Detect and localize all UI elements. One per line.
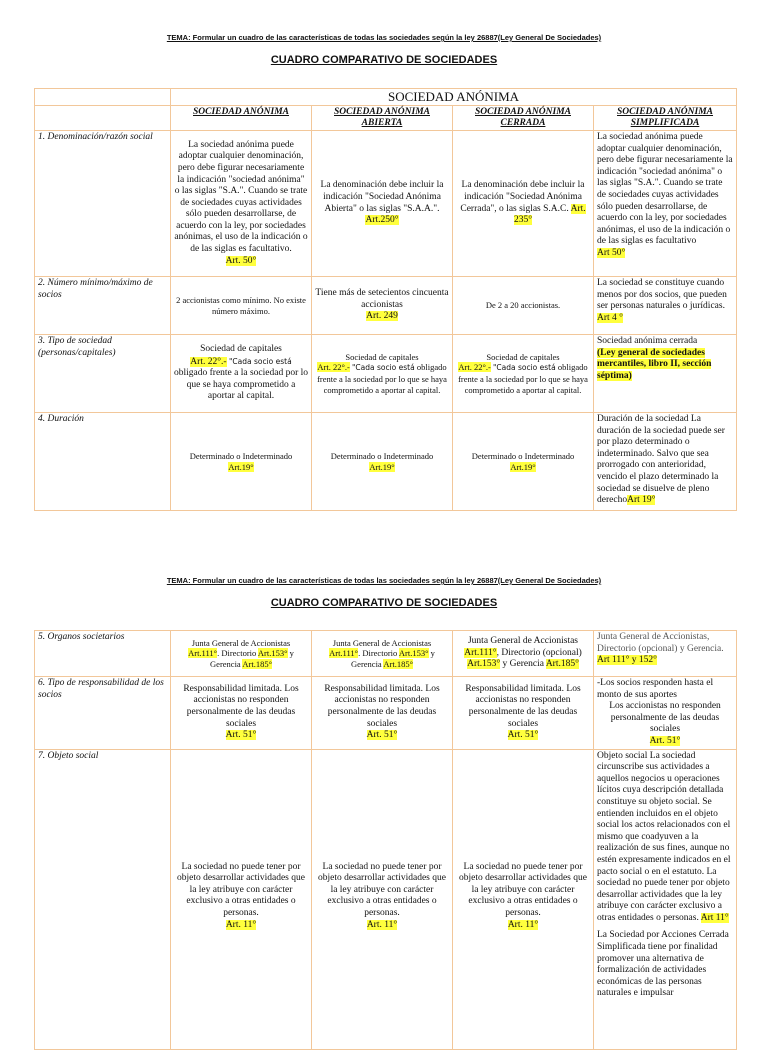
cell-text: Junta General de Accionistas <box>467 636 578 647</box>
cell-text: 2 accionistas como mínimo. No existe número máximo. <box>176 294 306 316</box>
column-header: SOCIEDAD ANÓNIMA <box>171 106 312 131</box>
document-title: CUADRO COMPARATIVO DE SOCIEDADES <box>270 54 498 66</box>
article-ref: Art. 50° <box>225 255 257 266</box>
table-cell <box>594 677 737 750</box>
cell-text: . Directorio <box>358 648 398 659</box>
cell-text: De 2 a 20 accionistas. <box>485 300 561 311</box>
cell-text: Los accionistas no responden personalmente de las deudas sociales <box>609 701 721 735</box>
table-cell <box>594 631 737 677</box>
cell-pre: Sociedad de capitales <box>345 351 419 362</box>
cell-text: Duración de la sociedad La duración de la sociedad puede ser por plazo determinado o indeterminado. Salvo que sea prorrogado con anterioridad, vencido el plazo determinado la sociedad se disuelve de pleno derecho <box>597 414 725 506</box>
article-ref: Art. 51° <box>366 730 398 741</box>
row-label: 7. Objeto social <box>35 749 171 1049</box>
cell-pre: Sociedad de capitales <box>200 344 282 355</box>
table-cell <box>171 335 312 413</box>
cell-text: La denominación debe incluir la indicación "Sociedad Anónima Cerrada", o las siglas S.A.C. <box>460 180 585 214</box>
cell-text: Junta General de Accionistas, Directorio (opcional) y Gerencia. <box>597 632 724 654</box>
table-cell <box>171 277 312 335</box>
cell-text: , Directorio (opcional) <box>496 647 582 658</box>
cell-text: y Gerencia <box>210 648 294 669</box>
row-label: 1. Denominación/razón social <box>35 131 171 277</box>
article-ref: Art.153° <box>398 648 429 659</box>
cell-text: La sociedad no puede tener por objeto desarrollar actividades que la ley atribuye con carácter exclusivo a otras entidades o personas. <box>318 861 446 918</box>
article-ref: Art. 51° <box>649 735 681 746</box>
cell-text: Determinado o Indeterminado <box>189 450 293 461</box>
row-label: 4. Duración <box>35 413 171 511</box>
table-cell <box>453 749 594 1049</box>
quote-text: "Cada socio está <box>492 363 556 373</box>
row-label: 5. Organos societarios <box>35 631 171 677</box>
article-ref: Art.185° <box>383 658 413 669</box>
article-ref: Art 4 ° <box>597 312 623 323</box>
cell-text: La sociedad anónima puede adoptar cualquier denominación, pero debe figurar necesariamente la indicación "sociedad anónima" o las siglas "S.A.". Cuando se trate de sociedades cuyas actividades sólo pueden desarrollarse, de acuerdo con la ley, por sociedades anónimas, el uso de la indicación o de las siglas es facultativo. <box>174 139 308 255</box>
table-cell <box>453 677 594 750</box>
article-ref: Art. 249 <box>366 311 398 322</box>
cell-text: y Gerencia <box>500 659 544 670</box>
table-cell <box>594 335 737 413</box>
table-cell <box>312 631 453 677</box>
table-cell <box>594 413 737 511</box>
table-cell <box>312 277 453 335</box>
cell-text: Objeto social La sociedad circunscribe sus actividades a aquellos negocios u operaciones lícitos cuya descripción detallada constituye su objeto social. Se entienden incluidos en el objeto social los actos relacionados con el mismo que coadyuven a la realización de sus fines, aunque no estén expresamente indicados en el pacto social o en el estatuto. La sociedad no puede tener por objeto desarrollar actividades que la ley atribuye con carácter exclusivo a otras entidades o personas. <box>597 750 731 923</box>
table-cell <box>312 335 453 413</box>
article-ref: Art.19° <box>369 461 395 472</box>
cell-text: La denominación debe incluir la indicación "Sociedad Anónima Abierta" o las siglas "S.A.A.". <box>320 180 444 214</box>
table-cell <box>594 277 737 335</box>
tema-line: TEMA: Formular un cuadro de las características de todas las sociedades según la ley 26887(Ley General De Sociedades) <box>166 33 602 42</box>
article-ref: Art. 11° <box>507 919 539 930</box>
article-ref: Art.111° <box>464 647 497 658</box>
document-title-2: CUADRO COMPARATIVO DE SOCIEDADES <box>270 597 498 609</box>
cell-text: Determinado o Indeterminado <box>471 450 575 461</box>
cell-text: Responsabilidad limitada. Los accionistas no responden personalmente de las deudas sociales <box>324 683 440 729</box>
cell-text: y Gerencia <box>351 648 435 669</box>
cell-text: . Directorio <box>217 648 257 659</box>
quote-text: "Cada socio está <box>228 356 292 366</box>
table-cell <box>312 677 453 750</box>
table-cell <box>453 277 594 335</box>
cell-text: Junta General de Accionistas <box>191 637 291 648</box>
article-ref: Art.153° <box>467 659 501 670</box>
table-cell <box>171 749 312 1049</box>
article-ref: Art.111° <box>329 648 359 659</box>
cell-pre: -Los socios responden hasta el monto de sus aportes <box>597 678 714 700</box>
cell-text: La sociedad anónima puede adoptar cualquier denominación, pero debe figurar necesariamente la indicación "sociedad anónima" o las siglas "S.A.". Cuando se trate de sociedades cuyas actividades sólo pueden desarrollarse, de acuerdo con la ley, por sociedades anónimas, el uso de la indicación o de las siglas es facultativo <box>597 132 733 247</box>
article-ref: Art. 235° <box>513 203 586 226</box>
table-cell <box>171 131 312 277</box>
cell-pre: Sociedad de capitales <box>486 351 560 362</box>
article-ref: Art. 11° <box>225 919 257 930</box>
cell-text: obligado frente a la sociedad por lo que se haya comprometido a aportar al capital. <box>458 362 588 395</box>
cell-pre: Sociedad anónima cerrada <box>597 336 698 346</box>
row-label: 6. Tipo de responsabilidad de los socios <box>35 677 171 750</box>
cell-text: Tiene más de setecientos cincuenta accionistas <box>315 288 449 310</box>
cell-text: La sociedad se constituye cuando menos por dos socios, que pueden ser personas naturales o jurídicas. <box>597 278 727 312</box>
cell-text: La sociedad no puede tener por objeto desarrollar actividades que la ley atribuye con carácter exclusivo a otras entidades o personas. <box>459 861 587 918</box>
article-ref: Art. 51° <box>225 730 257 741</box>
comparison-table-2 <box>34 630 737 1050</box>
table-cell <box>171 631 312 677</box>
table-cell <box>171 413 312 511</box>
table-cell <box>453 335 594 413</box>
table-cell <box>312 413 453 511</box>
article-ref: Art. 22°.- <box>317 362 350 373</box>
column-header: SOCIEDAD ANÓNIMA CERRADA <box>453 106 594 131</box>
table-cell <box>453 631 594 677</box>
cell-text: obligado frente a la sociedad por lo que se haya comprometido a aportar al capital. <box>317 362 447 395</box>
row-label: 2. Número mínimo/máximo de socios <box>35 277 171 335</box>
table-cell <box>453 131 594 277</box>
cell-text: Junta General de Accionistas <box>332 637 432 648</box>
cell-text: obligado frente a la sociedad por lo que se haya comprometido a aportar al capital. <box>174 368 309 402</box>
row-label: 3. Tipo de sociedad (personas/capitales) <box>35 335 171 413</box>
cell-text: Responsabilidad limitada. Los accionistas no responden personalmente de las deudas sociales <box>465 683 581 729</box>
article-ref: Art.19° <box>510 461 536 472</box>
table-cell <box>312 749 453 1049</box>
article-ref: Art.111° <box>188 648 218 659</box>
article-ref: Art.250° <box>365 215 399 226</box>
cell-text: Determinado o Indeterminado <box>330 450 434 461</box>
column-header: SOCIEDAD ANÓNIMA SIMPLIFICADA <box>594 106 737 131</box>
table-cell <box>312 131 453 277</box>
article-ref: Art. 51° <box>507 730 539 741</box>
table-cell <box>171 677 312 750</box>
comparison-table-1 <box>34 88 737 511</box>
article-ref: Art.19° <box>228 461 254 472</box>
law-reference: (Ley general de sociedades mercantiles, libro II, sección séptima) <box>597 347 712 381</box>
article-ref: Art.185° <box>242 658 272 669</box>
article-ref: Art 19° <box>627 495 656 506</box>
article-ref: Art.185° <box>545 659 579 670</box>
article-ref: Art. 22°.- <box>190 356 227 367</box>
table-main-title: SOCIEDAD ANÓNIMA <box>171 89 737 106</box>
article-ref: Art 11° <box>700 912 729 923</box>
tema-line-2: TEMA: Formular un cuadro de las características de todas las sociedades según la ley 26887(Ley General De Sociedades) <box>166 576 602 585</box>
cell-extra: La Sociedad por Acciones Cerrada Simplificada tiene por finalidad promover una alternativa de formalización de actividades económicas de las personas naturales e impulsar <box>597 930 729 999</box>
article-ref: Art 50° <box>597 247 626 258</box>
table-cell <box>594 131 737 277</box>
quote-text: "Cada socio está <box>351 363 415 373</box>
article-ref: Art 111° y 152° <box>597 655 657 666</box>
article-ref: Art.153° <box>257 648 288 659</box>
article-ref: Art. 11° <box>366 919 398 930</box>
cell-text: La sociedad no puede tener por objeto desarrollar actividades que la ley atribuye con carácter exclusivo a otras entidades o personas. <box>177 861 305 918</box>
cell-text: Responsabilidad limitada. Los accionistas no responden personalmente de las deudas sociales <box>183 683 299 729</box>
column-header: SOCIEDAD ANÓNIMA ABIERTA <box>312 106 453 131</box>
article-ref: Art. 22°.- <box>458 362 491 373</box>
table-cell <box>594 749 737 1049</box>
table-cell <box>453 413 594 511</box>
